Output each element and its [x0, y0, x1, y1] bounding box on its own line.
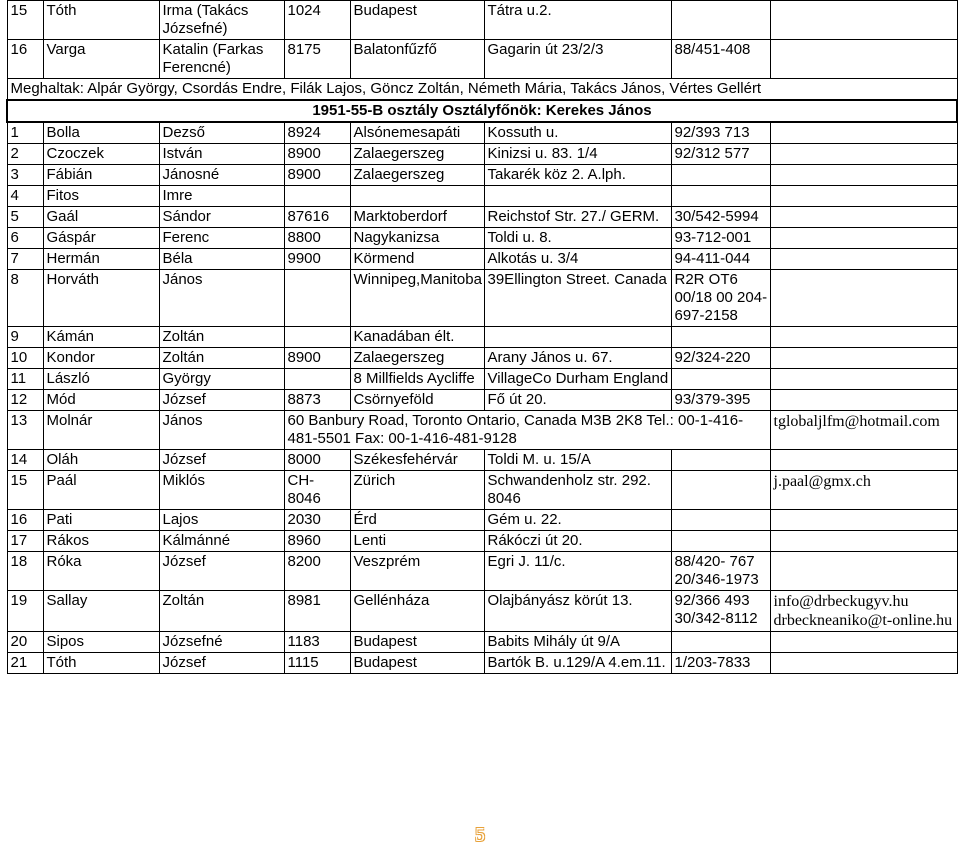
city: Budapest — [350, 632, 484, 653]
row-number: 19 — [7, 591, 43, 632]
email — [770, 186, 957, 207]
table-row — [7, 510, 957, 531]
postal-code: 8924 — [284, 122, 350, 144]
phone — [671, 186, 770, 207]
table-row — [7, 450, 957, 471]
street-address: Kossuth u. — [484, 122, 671, 144]
row-number: 7 — [7, 249, 43, 270]
last-name: Róka — [43, 552, 159, 591]
email — [770, 390, 957, 411]
row-number: 3 — [7, 165, 43, 186]
last-name: Mód — [43, 390, 159, 411]
last-name: Horváth — [43, 270, 159, 327]
first-name: György — [159, 369, 284, 390]
city: Zalaegerszeg — [350, 348, 484, 369]
email — [770, 531, 957, 552]
email — [770, 165, 957, 186]
class-header: 1951-55-B osztály Osztályfőnök: Kerekes János — [7, 100, 957, 122]
row-number: 9 — [7, 327, 43, 348]
street-address: Olajbányász körút 13. — [484, 591, 671, 632]
row-number: 16 — [7, 40, 43, 79]
phone: 1/203-7833 — [671, 653, 770, 674]
row-number: 5 — [7, 207, 43, 228]
city: Marktoberdorf — [350, 207, 484, 228]
city: Székesfehérvár — [350, 450, 484, 471]
postal-code: 8873 — [284, 390, 350, 411]
phone: 88/420- 767 20/346-1973 — [671, 552, 770, 591]
email — [770, 228, 957, 249]
first-name: Ferenc — [159, 228, 284, 249]
first-name: Zoltán — [159, 348, 284, 369]
first-name: Katalin (Farkas Ferencné) — [159, 40, 284, 79]
table-row — [7, 122, 957, 144]
last-name: Tóth — [43, 1, 159, 40]
row-number: 2 — [7, 144, 43, 165]
last-name: Fábián — [43, 165, 159, 186]
city: Nagykanizsa — [350, 228, 484, 249]
email — [770, 552, 957, 591]
email: info@drbeckugyv.hu drbeckneaniko@t-online.hu — [770, 591, 957, 632]
table-row — [7, 165, 957, 186]
city: Budapest — [350, 653, 484, 674]
table-row — [7, 249, 957, 270]
last-name: Molnár — [43, 411, 159, 450]
table-row — [7, 186, 957, 207]
table-row — [7, 390, 957, 411]
city: Érd — [350, 510, 484, 531]
last-name: Paál — [43, 471, 159, 510]
email — [770, 450, 957, 471]
table-row — [7, 144, 957, 165]
postal-code: 8900 — [284, 144, 350, 165]
postal-code: 8000 — [284, 450, 350, 471]
first-name: Kálmánné — [159, 531, 284, 552]
table-row — [7, 531, 957, 552]
phone: 94-411-044 — [671, 249, 770, 270]
first-name: Miklós — [159, 471, 284, 510]
city: Veszprém — [350, 552, 484, 591]
first-name: Józsefné — [159, 632, 284, 653]
row-number: 16 — [7, 510, 43, 531]
last-name: Czoczek — [43, 144, 159, 165]
phone — [671, 531, 770, 552]
postal-code: 8175 — [284, 40, 350, 79]
email — [770, 1, 957, 40]
phone — [671, 450, 770, 471]
postal-code: 8200 — [284, 552, 350, 591]
table-row — [7, 207, 957, 228]
city: Kanadában élt. — [350, 327, 484, 348]
first-name: Zoltán — [159, 327, 284, 348]
street-address: Egri J. 11/c. — [484, 552, 671, 591]
postal-code: 8800 — [284, 228, 350, 249]
deceased-note: Meghaltak: Alpár György, Csordás Endre, Filák Lajos, Göncz Zoltán, Németh Mária, Takács János, Vértes Gellért — [7, 79, 957, 101]
last-name: Rákos — [43, 531, 159, 552]
email — [770, 249, 957, 270]
city: 8 Millfields Aycliffe — [350, 369, 484, 390]
last-name: Kámán — [43, 327, 159, 348]
email: j.paal@gmx.ch — [770, 471, 957, 510]
phone: 93-712-001 — [671, 228, 770, 249]
street-address: Toldi M. u. 15/A — [484, 450, 671, 471]
row-number: 17 — [7, 531, 43, 552]
table-row — [7, 411, 957, 450]
phone — [671, 327, 770, 348]
email — [770, 327, 957, 348]
email — [770, 40, 957, 79]
email — [770, 510, 957, 531]
table-row — [7, 552, 957, 591]
city: Lenti — [350, 531, 484, 552]
row-number: 8 — [7, 270, 43, 327]
city: Körmend — [350, 249, 484, 270]
phone — [671, 510, 770, 531]
postal-code: 8900 — [284, 165, 350, 186]
street-address: Toldi u. 8. — [484, 228, 671, 249]
row-number: 21 — [7, 653, 43, 674]
last-name: Fitos — [43, 186, 159, 207]
postal-code: 1183 — [284, 632, 350, 653]
table-row — [7, 369, 957, 390]
table-row — [7, 228, 957, 249]
row-number: 1 — [7, 122, 43, 144]
table-row — [7, 591, 957, 632]
table-row — [7, 471, 957, 510]
city — [350, 186, 484, 207]
row-number: 10 — [7, 348, 43, 369]
postal-code: 1115 — [284, 653, 350, 674]
phone — [671, 632, 770, 653]
first-name: Sándor — [159, 207, 284, 228]
last-name: Kondor — [43, 348, 159, 369]
last-name: Tóth — [43, 653, 159, 674]
street-address — [484, 186, 671, 207]
last-name: Hermán — [43, 249, 159, 270]
postal-code: 87616 — [284, 207, 350, 228]
row-number: 4 — [7, 186, 43, 207]
email — [770, 348, 957, 369]
table-row — [7, 40, 957, 79]
street-address: Gém u. 22. — [484, 510, 671, 531]
phone: 92/324-220 — [671, 348, 770, 369]
page-number-value: 5 — [475, 824, 485, 846]
phone — [671, 471, 770, 510]
table-row — [7, 348, 957, 369]
last-name: Gáspár — [43, 228, 159, 249]
first-name: József — [159, 653, 284, 674]
city: Balatonfűzfő — [350, 40, 484, 79]
street-address: Gagarin út 23/2/3 — [484, 40, 671, 79]
row-number: 12 — [7, 390, 43, 411]
first-name: István — [159, 144, 284, 165]
email — [770, 653, 957, 674]
email — [770, 632, 957, 653]
phone: 93/379-395 — [671, 390, 770, 411]
phone: 92/393 713 — [671, 122, 770, 144]
first-name: Zoltán — [159, 591, 284, 632]
last-name: Bolla — [43, 122, 159, 144]
street-address: Alkotás u. 3/4 — [484, 249, 671, 270]
street-address — [484, 327, 671, 348]
class-roster — [6, 0, 956, 674]
email — [770, 144, 957, 165]
first-name: János — [159, 270, 284, 327]
street-address: 39Ellington Street. Canada — [484, 270, 671, 327]
phone — [671, 369, 770, 390]
city: Alsónemesapáti — [350, 122, 484, 144]
deceased-note-row — [7, 79, 957, 101]
table-row — [7, 270, 957, 327]
last-name: Oláh — [43, 450, 159, 471]
postal-code: CH-8046 — [284, 471, 350, 510]
postal-code — [284, 327, 350, 348]
row-number: 15 — [7, 471, 43, 510]
phone: R2R OT6 00/18 00 204-697-2158 — [671, 270, 770, 327]
email — [770, 369, 957, 390]
row-number: 18 — [7, 552, 43, 591]
email — [770, 207, 957, 228]
city: Zalaegerszeg — [350, 165, 484, 186]
postal-code — [284, 186, 350, 207]
first-name: József — [159, 450, 284, 471]
last-name: Pati — [43, 510, 159, 531]
city: Gellénháza — [350, 591, 484, 632]
postal-code: 8900 — [284, 348, 350, 369]
postal-code: 8960 — [284, 531, 350, 552]
street-address: Takarék köz 2. A.lph. — [484, 165, 671, 186]
class-header-row — [7, 100, 957, 122]
phone: 92/366 493 30/342-8112 — [671, 591, 770, 632]
postal-code: 1024 — [284, 1, 350, 40]
street-address: VillageCo Durham England — [484, 369, 671, 390]
phone: 88/451-408 — [671, 40, 770, 79]
first-name: Jánosné — [159, 165, 284, 186]
postal-code: 8981 — [284, 591, 350, 632]
city: Zalaegerszeg — [350, 144, 484, 165]
row-number: 20 — [7, 632, 43, 653]
email — [770, 270, 957, 327]
phone: 92/312 577 — [671, 144, 770, 165]
phone: 30/542-5994 — [671, 207, 770, 228]
row-number: 6 — [7, 228, 43, 249]
first-name: Lajos — [159, 510, 284, 531]
row-number: 14 — [7, 450, 43, 471]
first-name: Irma (Takács Józsefné) — [159, 1, 284, 40]
street-address: Kinizsi u. 83. 1/4 — [484, 144, 671, 165]
city: Budapest — [350, 1, 484, 40]
street-address: Rákóczi út 20. — [484, 531, 671, 552]
street-address: Tátra u.2. — [484, 1, 671, 40]
last-name: Gaál — [43, 207, 159, 228]
postal-code — [284, 270, 350, 327]
page-number — [0, 824, 960, 847]
table-row — [7, 653, 957, 674]
full-address: 60 Banbury Road, Toronto Ontario, Canada M3B 2K8 Tel.: 00-1-416-481-5501 Fax: 00-1-416-481-9128 — [284, 411, 770, 450]
postal-code: 9900 — [284, 249, 350, 270]
row-number: 13 — [7, 411, 43, 450]
city: Winnipeg,Manitoba — [350, 270, 484, 327]
street-address: Schwandenholz str. 292. 8046 — [484, 471, 671, 510]
table-row — [7, 327, 957, 348]
email — [770, 122, 957, 144]
first-name: Dezső — [159, 122, 284, 144]
first-name: János — [159, 411, 284, 450]
street-address: Fő út 20. — [484, 390, 671, 411]
last-name: Sipos — [43, 632, 159, 653]
email: tglobaljlfm@hotmail.com — [770, 411, 957, 450]
postal-code: 2030 — [284, 510, 350, 531]
table-row — [7, 1, 957, 40]
roster-table — [6, 0, 958, 674]
street-address: Reichstof Str. 27./ GERM. — [484, 207, 671, 228]
row-number: 15 — [7, 1, 43, 40]
city: Csörnyeföld — [350, 390, 484, 411]
first-name: József — [159, 552, 284, 591]
street-address: Bartók B. u.129/A 4.em.11. — [484, 653, 671, 674]
street-address: Babits Mihály út 9/A — [484, 632, 671, 653]
phone — [671, 165, 770, 186]
table-row — [7, 632, 957, 653]
street-address: Arany János u. 67. — [484, 348, 671, 369]
row-number: 11 — [7, 369, 43, 390]
postal-code — [284, 369, 350, 390]
last-name: Sallay — [43, 591, 159, 632]
city: Zürich — [350, 471, 484, 510]
first-name: Béla — [159, 249, 284, 270]
phone — [671, 1, 770, 40]
first-name: Imre — [159, 186, 284, 207]
last-name: László — [43, 369, 159, 390]
last-name: Varga — [43, 40, 159, 79]
first-name: József — [159, 390, 284, 411]
